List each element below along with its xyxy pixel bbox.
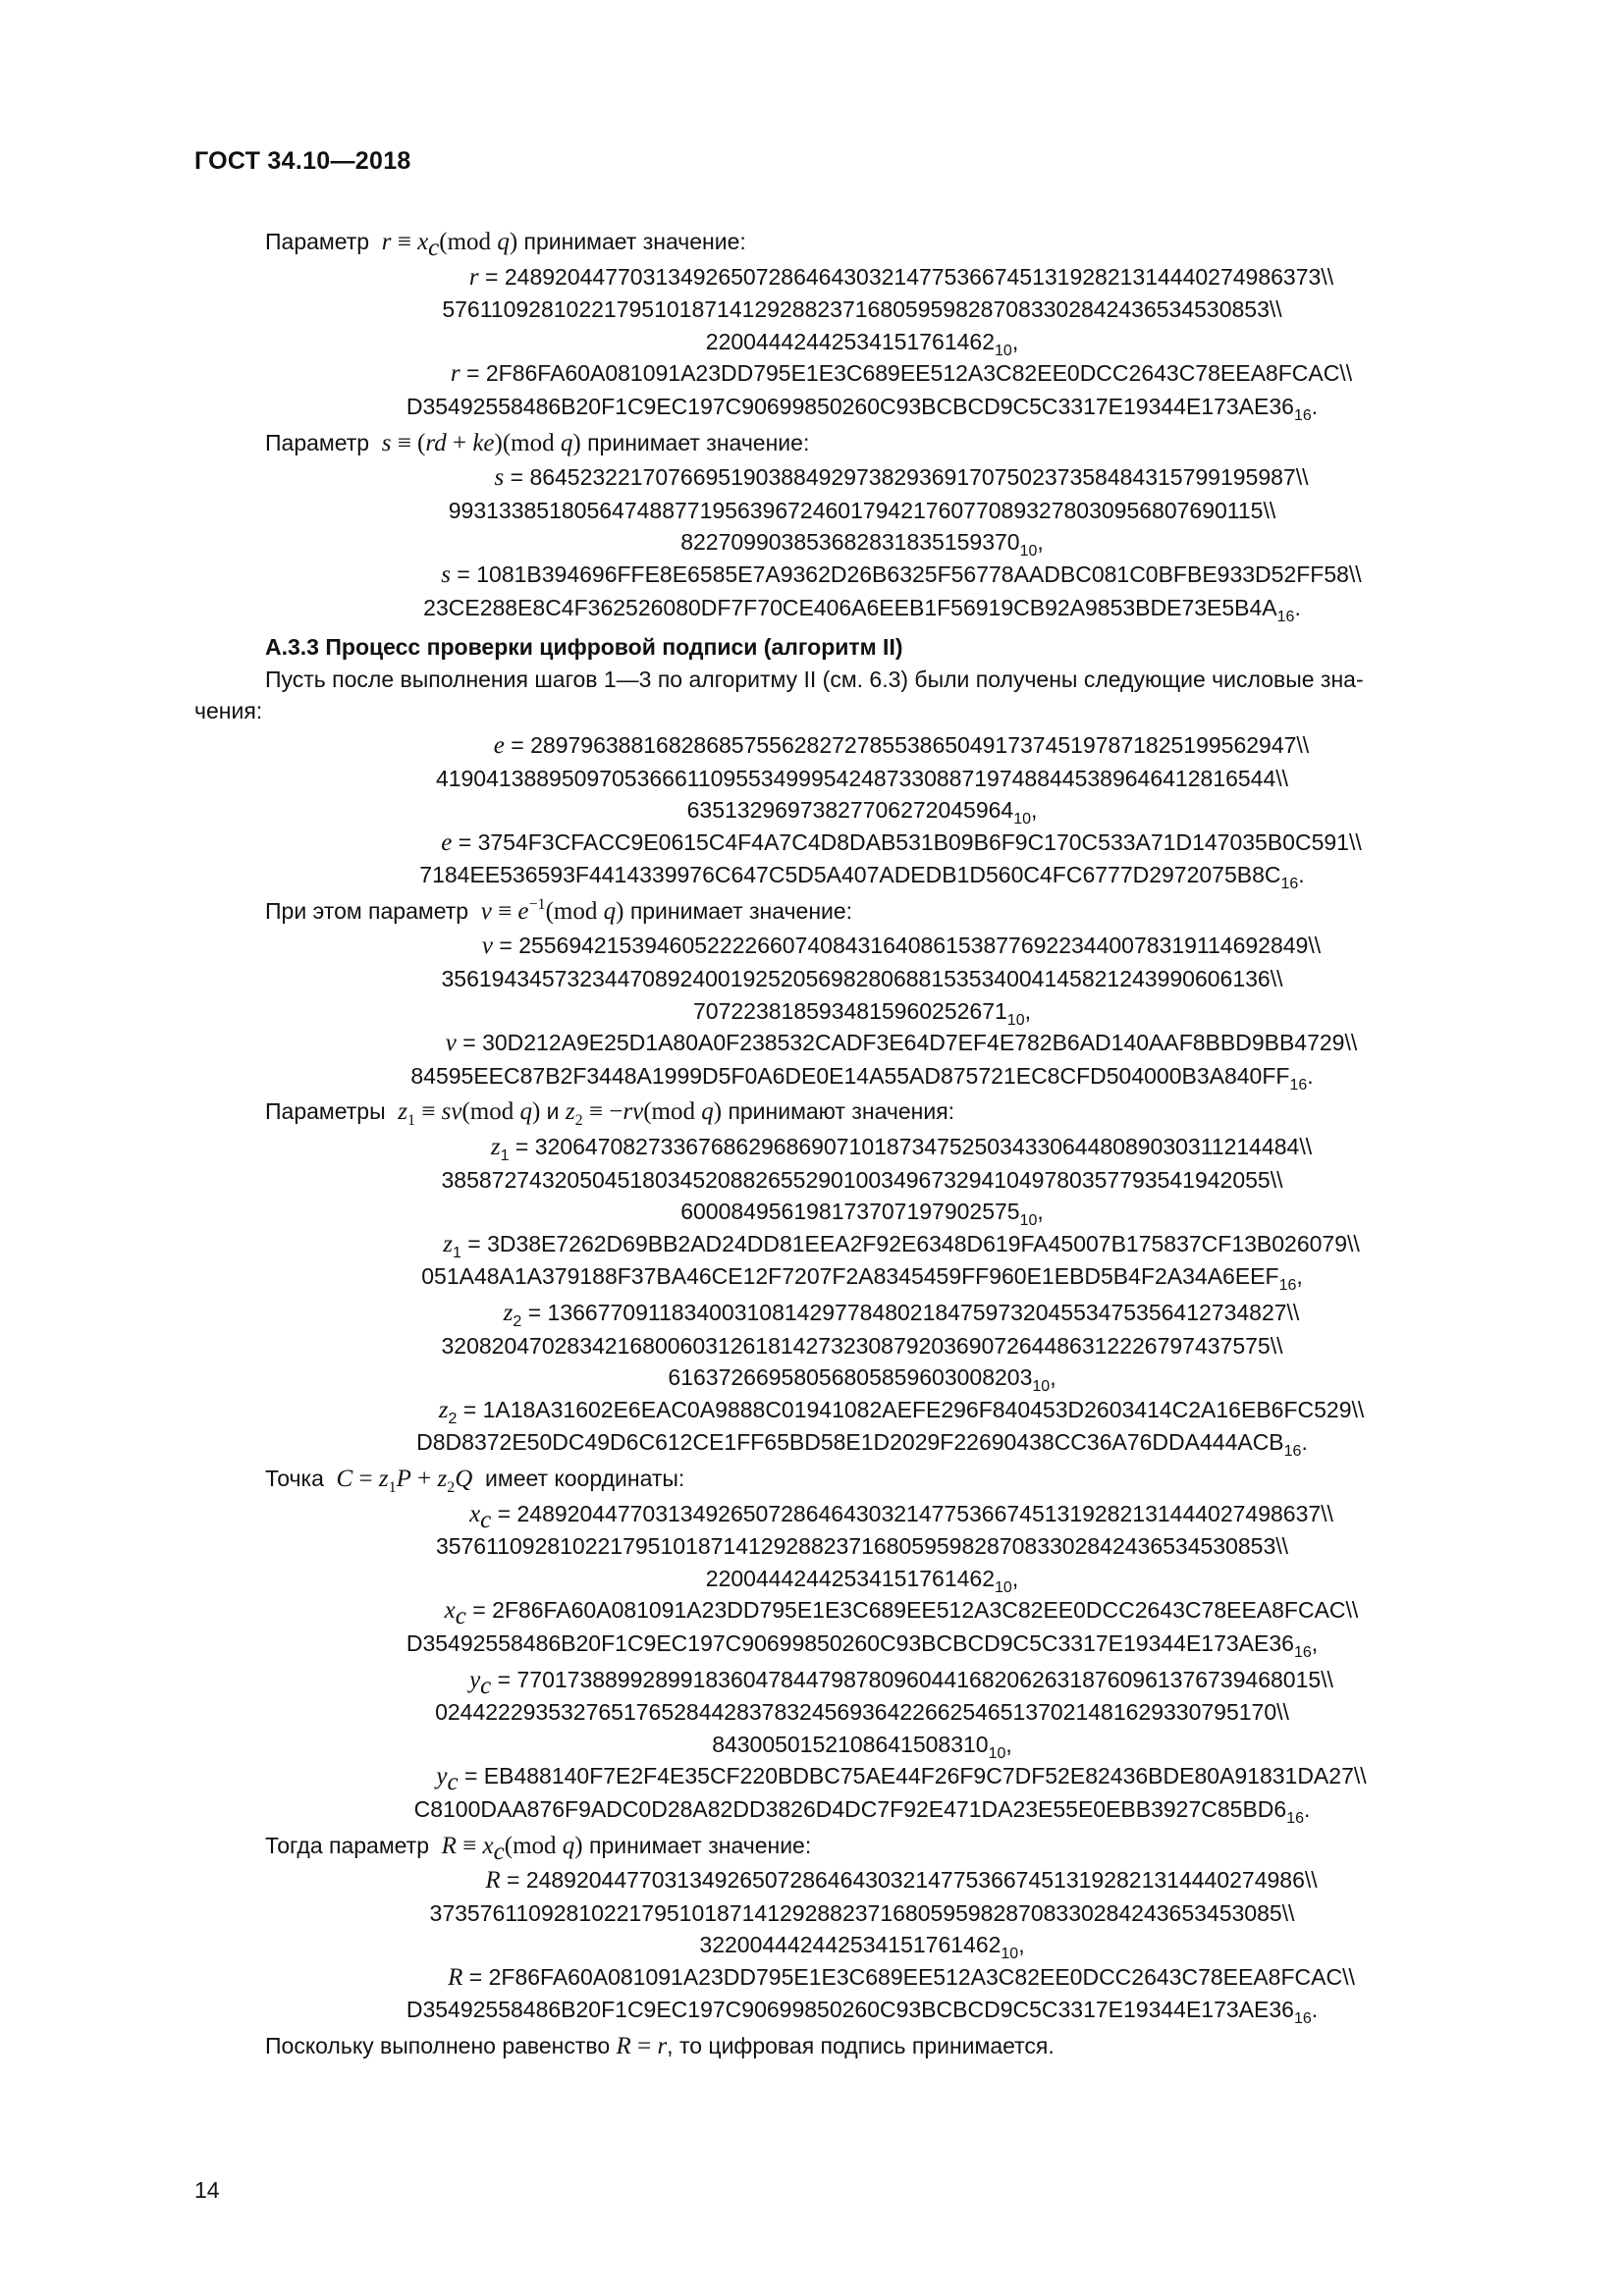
value-R: R = 24892044770313492650728646430321477536674513192821314440274986\\ 37357611092810221795101871412928823716805959828708330284243653453085\\ $322004442442534151761462_{10}$, R = 2F86FA60A081091A23DD795E1E3C689EE512A3C82EE0DCC2643C78EEA8FCAC\\ $D35492558486B20F1C9EC197C90699850260C93BCBCD9C5C3317E19344E173AE36_{16}$. [406,1867,1355,2028]
value-z1: $z_1$ = 3206470827336768629686907101873475250343306448089030311214484\\ 385872743205045180345208826552901003496732941049780357793541942055\\ $600084956198173707197902575_{10}$, $z_1$ = 3D38E7262D69BB2AD24DD81EEA2F92E6348D619FA45007B175837CF13B026079\\ $051A48A1A379188F37BA46CE12F7207F2A8345459FF960E1EBD5B4F2A34A6EEF_{16}$, [421,1134,1360,1295]
param-R-intro: Тогда параметр $R \equiv x_c(mod$ q) принимает значение: [265,1832,812,1865]
param-r-intro: Параметр $r \equiv x_c(mod$ q) принимает значение: [265,229,746,261]
value-s: s = 8645232217076695190388492973829369170750237358484315799195987\\ 99313385180564748877195639672460179421760770893278030956807690115\\ $822709903853682831835159370_{10}$, s = 1081B394696FFE8E6585E7A9362D26B6325F56778AADBC081C0BFBE933D52FF58\\ $23CE288E8C4F362526080DF7F70CE406A6EEB1F56919CB92A9853BDE73E5B4A_{16}$. [423,464,1362,625]
param-z-intro: Параметры $z_1 \equiv sv(mod$ q) и $z_2 \equiv -rv(mod$ q) принимают значения: [265,1098,955,1130]
point-c-intro: Точка $C = z_1P + z_2Q$ имеет координаты: [265,1465,685,1496]
page-content [194,226,1530,2063]
param-v-intro: При этом параметр $v \equiv e^{-1}(mod$ q) принимает значение: [265,895,853,925]
value-z2: $z_2$ = 13667709118340031081429778480218475973204553475356412734827\\ 320820470283421680060312618142732308792036907264486312226797437575\\ $61637266958056805859603008203_{10}$, $z_2$ = 1A18A31602E6EAC0A9888C01941082AEFE296F840453D2603414C2A16EB6FC529\\ $D8D8372E50DC49D6C612CE1FF65BD58E1D2029F22690438CC36A76DDA444ACB_{16}$. [416,1300,1365,1461]
intro-paragraph-line1: Пусть после выполнения шагов 1—3 по алгоритму II (см. 6.3) были получены следующие числовые зна- [265,666,1364,692]
param-s-intro: Параметр s ≡ (rd + ke)(mod q) принимает значение: [265,429,810,456]
conclusion: Поскольку выполнено равенство R = r, то цифровая подпись принимается. [265,2033,1055,2060]
page-number: 14 [194,2177,220,2203]
document-header: ГОСТ 34.10—2018 [194,147,411,175]
intro-paragraph-line2: чения: [194,698,263,724]
value-v: v = 255694215394605222266074084316408615387769223440078319114692849\\ 356194345732344708924001925205698280688153534004145821243990606136\\ $7072238185934815960252671_{10}$, v = 30D212A9E25D1A80A0F238532CADF3E64D7EF4E782B6AD140AAF8BBD9BB4729\\ $84595EEC87B2F3448A1999D5F0A6DE0E14A55AD875721EC8CFD504000B3A840FF_{16}$. [410,933,1358,1094]
value-e: e = 2897963881682868575562827278553865049173745197871825199562947\\ 4190413889509705366611095534999542487330887197488445389646412816544\\ $63513296973827706272045964_{10}$, e = 3754F3CFACC9E0615C4F4A7C4D8DAB531B09B6F9C170C533A71D147035B0C591\\ $7184EE536593F4414339976C647C5D5A407ADEDB1D560C4FC6777D2972075B8C_{16}$. [419,731,1362,893]
section-title: А.3.3 Процесс проверки цифровой подписи (алгоритм II) [265,634,903,661]
value-r: r = 24892044770313492650728646430321477536674513192821314440274986373\\ 576110928102217951018714129288237168059598287083302842436534530853\\ $22004442442534151761462_{10}$, r = 2F86FA60A081091A23DD795E1E3C689EE512A3C82EE0DCC2643C78EEA8FCAC\\ $D35492558486B20F1C9EC197C90699850260C93BCBCD9C5C3317E19344E173AE36_{16}$. [406,263,1353,424]
value-xc: $x_c$ = 2489204477031349265072864643032147753667451319282131444027498637\\ 3576110928102217951018714129288237168059598287083302842436534530853\\ $22004442442534151761462_{10}$, $x_c$ = 2F86FA60A081091A23DD795E1E3C689EE512A3C82EE0DCC2643C78EEA8FCAC\\ $D35492558486B20F1C9EC197C90699850260C93BCBCD9C5C3317E19344E173AE36_{16}$, [406,1500,1359,1661]
value-yc: $y_c$ = 7701738899289918360478447987809604416820626318760961376739468015\\ 0244222935327651765284428378324569364226625465137021481629330795170\\ $8430050152108641508310_{10}$, $y_c$ = EB488140F7E2F4E35CF220BDBC75AE44F26F9C7DF52E82436BDE80A91831DA27\\ $C8100DAA876F9ADC0D28A82DD3826D4DC7F92E471DA23E55E0EBB3927C85BD6_{16}$. [413,1666,1367,1827]
